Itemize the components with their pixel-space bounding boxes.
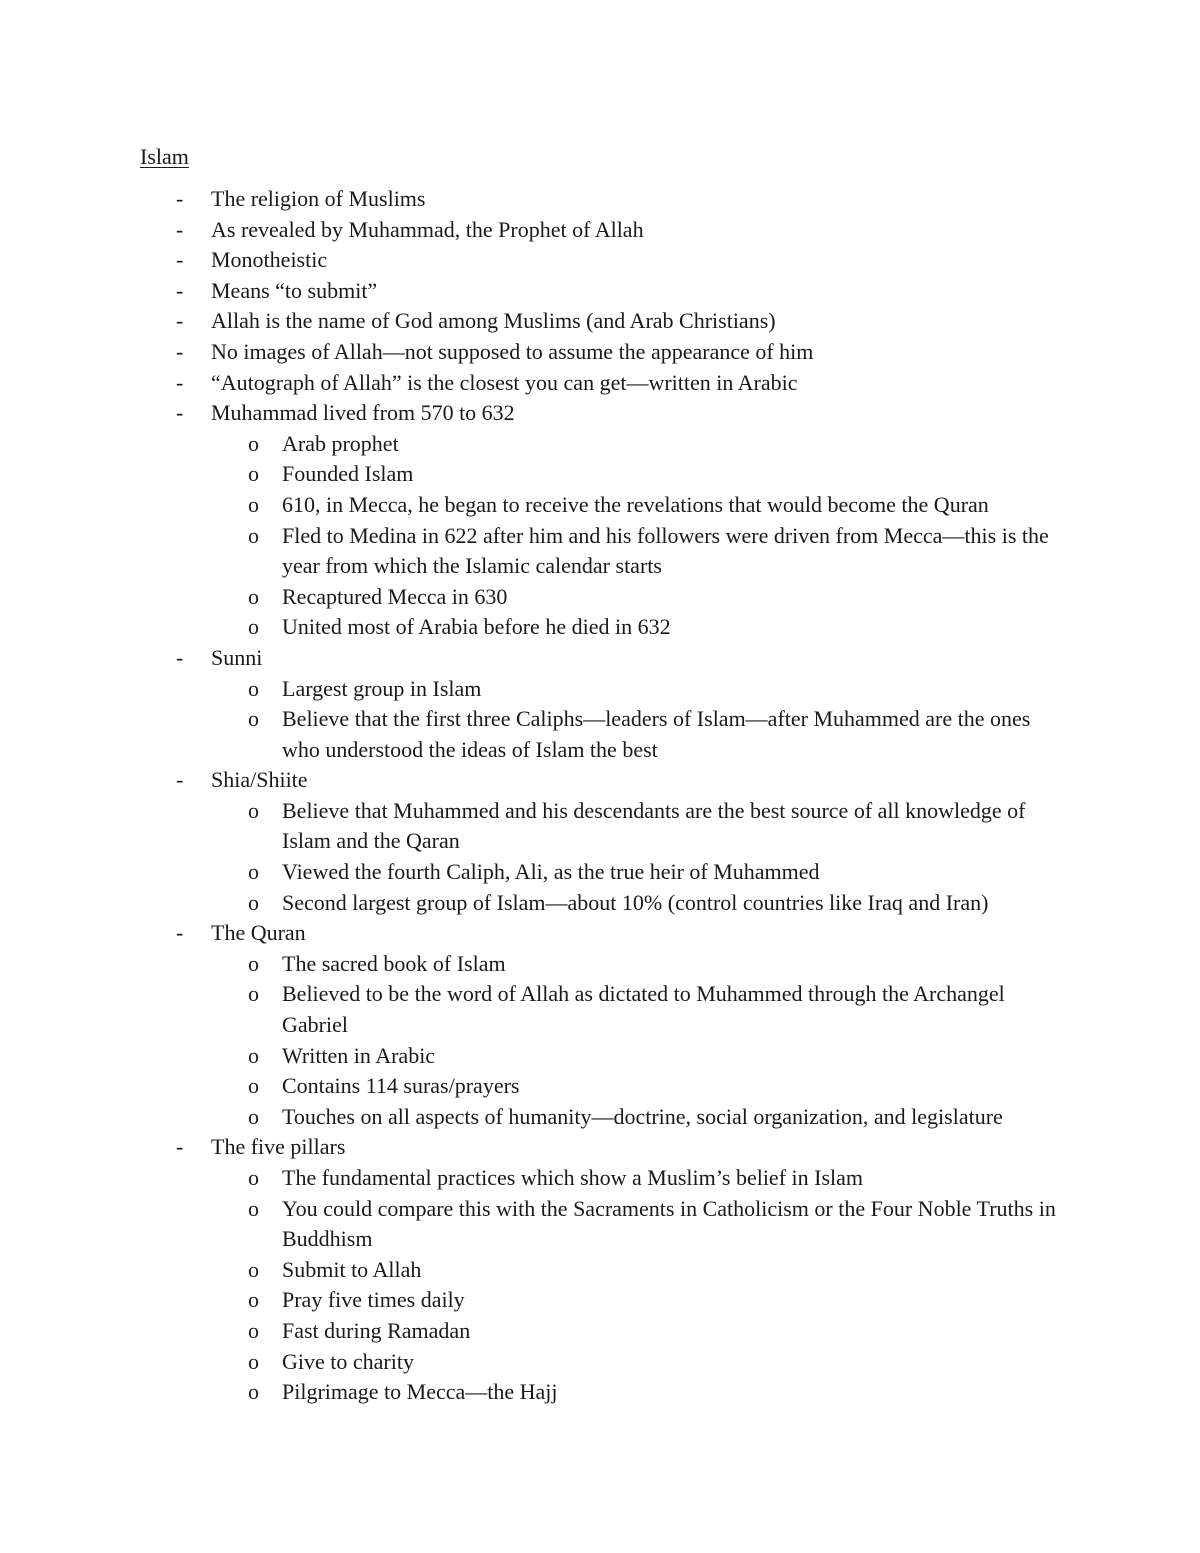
list-item-text: The religion of Muslims [211,186,426,211]
sub-bullet-list [0,429,1200,643]
sub-list-item [0,796,1200,857]
sub-list-item-text: Fled to Medina in 622 after him and his followers were driven from Mecca—this is the year from which the Islamic calendar starts [282,522,1049,579]
sub-list-item-text: The fundamental practices which show a Muslim’s belief in Islam [282,1165,864,1190]
sub-list-item [0,1102,1200,1133]
list-item-text: The Quran [211,920,306,946]
circle-bullet-marker: o [248,461,259,487]
sub-list-item-text: Contains 114 suras/prayers [282,1073,520,1099]
dash-bullet-marker: - [176,186,184,211]
list-item-row [0,1132,1200,1163]
sub-list-item [0,704,1200,765]
sub-list-item-text: Touches on all aspects of humanity—doctrine, social organization, and legislature [282,1103,1003,1129]
sub-bullet-list [0,796,1200,918]
sub-list-item-text: Pilgrimage to Mecca—the Hajj [282,1379,558,1405]
sub-list-item-text: Believed to be the word of Allah as dictated to Muhammed through the Archangel Gabriel [282,981,1005,1038]
list-item [0,918,1200,1132]
sub-list-item-text: Arab prophet [282,430,399,456]
sub-list-item [0,521,1200,582]
list-item [0,398,1200,643]
circle-bullet-marker: o [248,1379,259,1405]
dash-bullet-marker: - [176,767,184,793]
list-item-row [0,398,1200,429]
sub-list-item-text: Believe that Muhammed and his descendants are the best source of all knowledge of Islam and the Qaran [282,797,1026,854]
circle-bullet-marker: o [248,1195,259,1221]
sub-list-item [0,1347,1200,1378]
sub-list-item [0,429,1200,460]
list-item-text: Shia/Shiite [211,767,308,793]
circle-bullet-marker: o [248,675,259,701]
sub-list-item-text: You could compare this with the Sacraments in Catholicism or the Four Noble Truths in Buddhism [282,1195,1056,1252]
circle-bullet-marker: o [248,889,259,915]
circle-bullet-marker: o [248,797,259,823]
sub-list-item-text: The sacred book of Islam [282,950,506,976]
sub-list-item [0,857,1200,888]
dash-bullet-marker: - [176,369,184,395]
circle-bullet-marker: o [248,1073,259,1099]
list-item [0,306,1200,337]
sub-list-item-text: Founded Islam [282,461,414,487]
list-item-row [0,215,1200,246]
sub-list-item [0,1194,1200,1255]
sub-list-item [0,949,1200,980]
dash-bullet-marker: - [176,216,184,242]
sub-list-item [0,1255,1200,1286]
sub-list-item [0,1316,1200,1347]
sub-list-item [0,582,1200,613]
sub-list-item-text: Pray five times daily [282,1287,465,1313]
sub-list-item-text: Written in Arabic [282,1042,436,1068]
sub-list-item-text: Fast during Ramadan [282,1317,471,1343]
list-item-row [0,368,1200,399]
sub-list-item-text: Second largest group of Islam—about 10% (control countries like Iraq and Iran) [282,889,989,915]
sub-list-item [0,490,1200,521]
sub-list-item-text: Submit to Allah [282,1256,422,1282]
sub-list-item-text: Largest group in Islam [282,675,482,701]
sub-list-item [0,1071,1200,1102]
list-item-row [0,918,1200,949]
circle-bullet-marker: o [248,1317,259,1343]
bullet-list [0,184,1200,1408]
dash-bullet-marker: - [176,644,184,670]
list-item-row [0,184,1200,215]
dash-bullet-marker: - [176,400,184,426]
list-item-row [0,276,1200,307]
sub-bullet-list [0,1163,1200,1408]
list-item-row [0,643,1200,674]
sub-list-item-text: Give to charity [282,1348,414,1374]
dash-bullet-marker: - [176,277,184,303]
circle-bullet-marker: o [248,706,259,732]
circle-bullet-marker: o [248,1042,259,1068]
circle-bullet-marker: o [248,1287,259,1313]
sub-list-item [0,1377,1200,1408]
sub-list-item [0,979,1200,1040]
list-item-text: Allah is the name of God among Muslims (and Arab Christians) [211,308,776,334]
list-item [0,643,1200,765]
list-item [0,368,1200,399]
list-item-text: Monotheistic [211,247,328,273]
dash-bullet-marker: - [176,338,184,364]
document-title: Islam [140,144,189,169]
sub-list-item-text: Recaptured Mecca in 630 [282,583,508,609]
dash-bullet-marker: - [176,1134,184,1160]
sub-list-item [0,888,1200,919]
circle-bullet-marker: o [248,1256,259,1282]
sub-list-item [0,1163,1200,1194]
list-item-row [0,765,1200,796]
list-item-text: Muhammad lived from 570 to 632 [211,400,515,426]
sub-list-item-text: Viewed the fourth Caliph, Ali, as the true heir of Muhammed [282,859,820,885]
circle-bullet-marker: o [248,1103,259,1129]
list-item-row [0,306,1200,337]
list-item [0,1132,1200,1407]
circle-bullet-marker: o [248,859,259,885]
circle-bullet-marker: o [248,430,259,456]
list-item-text: “Autograph of Allah” is the closest you can get—written in Arabic [211,369,798,395]
sub-list-item-text: United most of Arabia before he died in 632 [282,614,671,640]
sub-list-item-text: Believe that the first three Caliphs—leaders of Islam—after Muhammed are the ones who understood the ideas of Islam the best [282,706,1031,762]
list-item-text: No images of Allah—not supposed to assume the appearance of him [211,338,814,364]
list-item-text: Means “to submit” [211,277,378,303]
sub-list-item [0,674,1200,705]
dash-bullet-marker: - [176,247,184,273]
list-item-row [0,245,1200,276]
circle-bullet-marker: o [248,981,259,1007]
circle-bullet-marker: o [248,1165,259,1190]
list-item-row [0,337,1200,368]
dash-bullet-marker: - [176,920,184,946]
sub-list-item [0,459,1200,490]
list-item-text: Sunni [211,644,263,670]
list-item-text: As revealed by Muhammad, the Prophet of Allah [211,216,644,242]
list-item [0,337,1200,368]
circle-bullet-marker: o [248,1348,259,1374]
sub-list-item [0,612,1200,643]
list-item [0,245,1200,276]
circle-bullet-marker: o [248,614,259,640]
dash-bullet-marker: - [176,308,184,334]
circle-bullet-marker: o [248,583,259,609]
sub-bullet-list [0,949,1200,1133]
circle-bullet-marker: o [248,950,259,976]
sub-list-item [0,1041,1200,1072]
list-item [0,276,1200,307]
list-item [0,765,1200,918]
list-item [0,215,1200,246]
list-item-text: The five pillars [211,1134,346,1160]
list-item [0,184,1200,215]
circle-bullet-marker: o [248,491,259,517]
sub-list-item [0,1285,1200,1316]
sub-list-item-text: 610, in Mecca, he began to receive the revelations that would become the Quran [282,491,989,517]
circle-bullet-marker: o [248,522,259,548]
sub-bullet-list [0,674,1200,766]
